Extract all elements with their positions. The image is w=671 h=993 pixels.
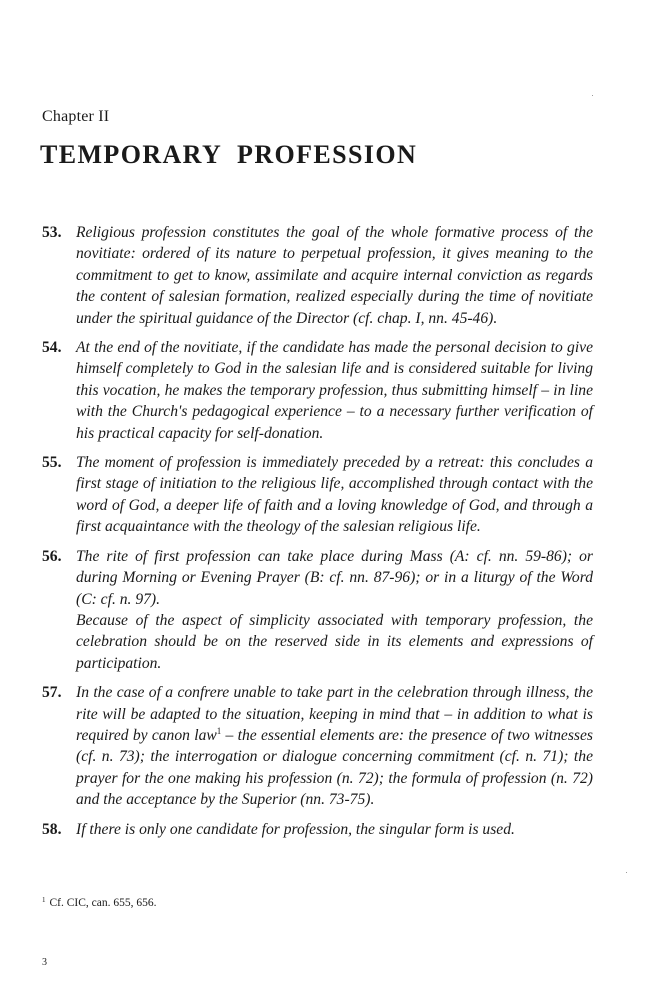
paragraph-number: 55. [42, 454, 62, 472]
page-number: 3 [42, 957, 47, 968]
paragraph-text: If there is only one candidate for profession, the singular form is used. [76, 820, 515, 838]
paragraph-number: 56. [42, 547, 62, 565]
paragraph-text-part: In the case of a confrere unable to take part in the celebration through illness, the rite will be adapted to the situation, keeping in mind that – in addition to what is required by canon law [76, 684, 593, 744]
paragraph-54 [42, 337, 593, 444]
paragraph-number: 58. [42, 820, 62, 838]
paragraph-number: 57. [42, 684, 62, 702]
paragraph-number: 53. [42, 224, 62, 241]
paragraph-list [42, 222, 593, 848]
footnote-mark: 1 [42, 896, 46, 904]
footnote-reference[interactable]: 1 [216, 725, 222, 736]
paragraph-text: The rite of first profession can take place during Mass (A: cf. nn. 59-86); or during Morning or Evening Prayer (B: cf. nn. 87-96); or in a liturgy of the Word (C: cf. n. 97). [76, 547, 593, 608]
chapter-label: Chapter II [42, 108, 110, 125]
paragraph-text: At the end of the novitiate, if the candidate has made the personal decision to give himself completely to God in the salesian life and is considered suitable for living this vocation, he makes the temporary profession, thus submitting himself – in line with the Church's pedagogical experience – to a necessary further verification of his practical capacity for self-donation. [76, 339, 593, 442]
paragraph-number: 54. [42, 339, 62, 357]
scan-speck [592, 95, 593, 96]
paragraph-53 [42, 222, 593, 329]
paragraph-text: Religious profession constitutes the goal of the whole formative process of the novitiate: ordered of its nature to perpetual profession, it gives meaning to the commitment to get to know, assimilate and acquire internal conviction as regards the content of salesian formation, realized especially during the time of novitiate under the spiritual guidance of the Director (cf. chap. I, nn. 45-46). [76, 224, 593, 327]
paragraph-57 [42, 682, 593, 810]
paragraph-text-part: – the essential elements are: the presence of two witnesses (cf. n. 73); the interrogation or dialogue concerning commitment (cf. n. 71); the prayer for the one making his profession (n. 72); the formula of profession (n. 72) and the acceptance by the Superior (nn. 73-75). [76, 726, 593, 809]
scan-speck [626, 872, 627, 873]
chapter-title: TEMPORARY PROFESSION [40, 140, 418, 169]
paragraph-text-continued: Because of the aspect of simplicity associated with temporary profession, the celebration should be on the reserved side in its elements and expressions of participation. [76, 611, 593, 672]
paragraph-text: The moment of profession is immediately preceded by a retreat: this concludes a first stage of initiation to the religious life, accomplished through contact with the word of God, a deeper life of faith and a loving knowledge of God, and through a first acquaintance with the theology of the salesian religious life. [76, 454, 593, 536]
paragraph-text [76, 682, 593, 810]
paragraph-58 [42, 819, 593, 840]
footnote [42, 896, 157, 909]
paragraph-55 [42, 452, 593, 538]
footnote-text: Cf. CIC, can. 655, 656. [49, 897, 157, 909]
paragraph-56 [42, 546, 593, 674]
